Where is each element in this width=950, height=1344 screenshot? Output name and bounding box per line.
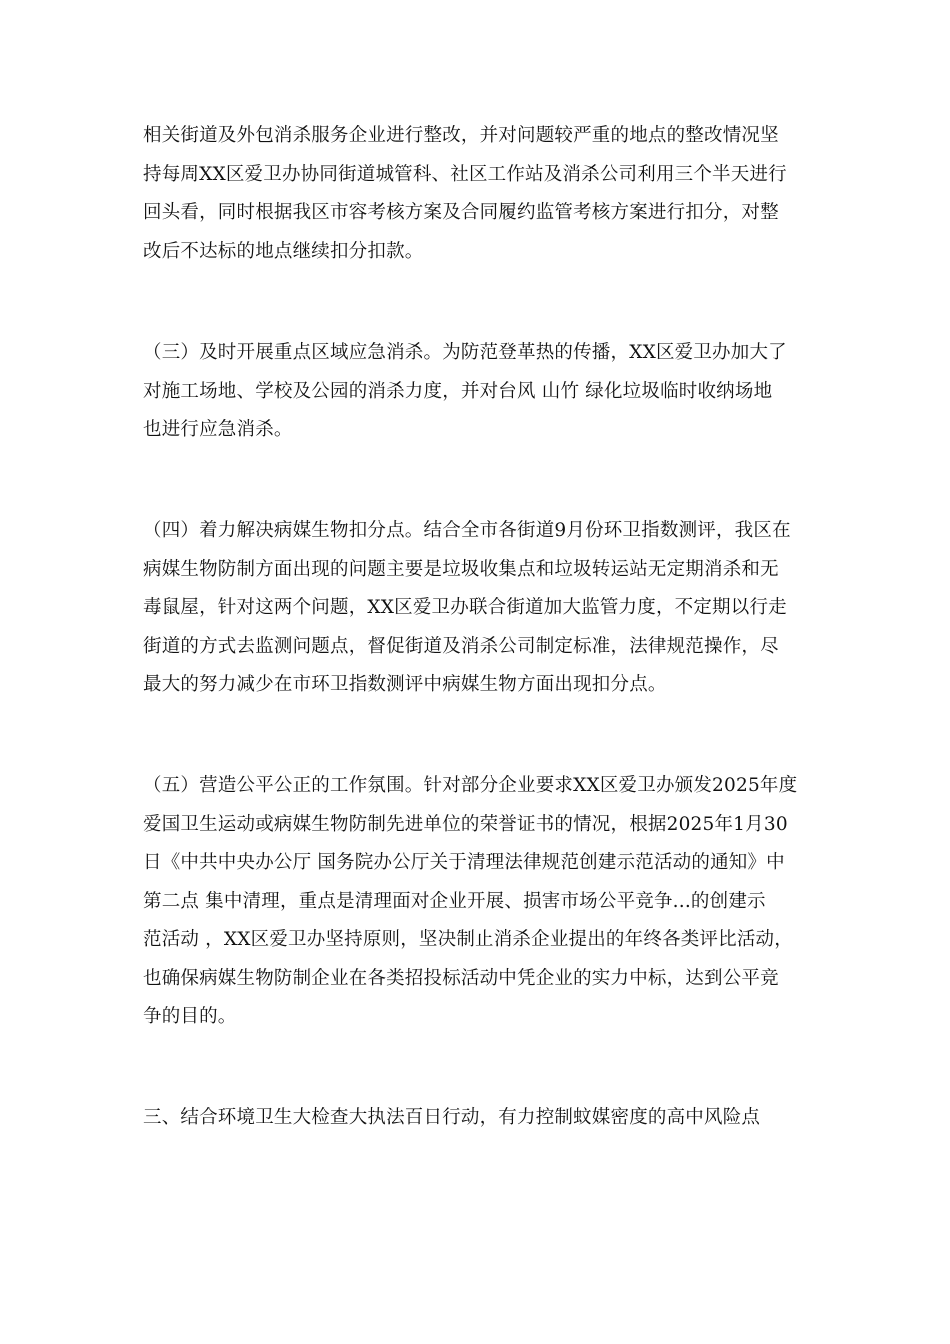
text-line: 病媒生物防制方面出现的问题主要是垃圾收集点和垃圾转运站无定期消杀和无 [143, 558, 779, 580]
text-line: 三、结合环境卫生大检查大执法百日行动，有力控制蚊媒密度的高中风险点 [143, 1107, 761, 1128]
text-line: 第二点 集中清理，重点是清理面对企业开展、损害市场公平竞争...的创建示 [143, 890, 766, 912]
text-line: 日《中共中央办公厅 国务院办公厅关于清理法律规范创建示范活动的通知》中 [143, 852, 785, 873]
paragraph-emergency-disinfection [143, 334, 808, 450]
text-line: 对施工场地、学校及公园的消杀力度，并对台风 山竹 绿化垃圾临时收纳场地 [143, 380, 773, 402]
text-line: 街道的方式去监测问题点，督促街道及消杀公司制定标准，法律规范操作，尽 [143, 635, 779, 657]
text-line: 范活动 ，XX区爱卫办坚持原则，坚决制止消杀企业提出的年终各类评比活动， [143, 929, 793, 950]
text-line: 回头看，同时根据我区市容考核方案及合同履约监管考核方案进行扣分，对整 [143, 202, 779, 223]
paragraph-fair-competition [143, 767, 808, 1037]
text-line: 毒鼠屋，针对这两个问题，XX区爱卫办联合街道加大监管力度，不定期以行走 [143, 597, 787, 618]
text-line: （五）营造公平公正的工作氛围。针对部分企业要求XX区爱卫办颁发2025年度 [143, 775, 798, 796]
text-line: 最大的努力减少在市环卫指数测评中病媒生物方面出现扣分点。 [143, 674, 667, 695]
paragraph-vector-deduction [143, 512, 808, 705]
text-line: （三）及时开展重点区域应急消杀。为防范登革热的传播，XX区爱卫办加大了 [143, 342, 787, 363]
text-line: 争的目的。 [143, 1006, 237, 1027]
section-heading-three [143, 1099, 808, 1138]
text-line: 改后不达标的地点继续扣分扣款。 [143, 240, 424, 262]
paragraph-rectification [143, 117, 808, 271]
text-line: 也进行应急消杀。 [143, 419, 293, 440]
text-line: 爱国卫生运动或病媒生物防制先进单位的荣誉证书的情况，根据2025年1月30 [143, 813, 788, 835]
text-line: （四）着力解决病媒生物扣分点。结合全市各街道9月份环卫指数测评，我区在 [143, 520, 791, 541]
text-line: 持每周XX区爱卫办协同街道城管科、社区工作站及消杀公司利用三个半天进行 [143, 163, 787, 185]
text-line: 也确保病媒生物防制企业在各类招投标活动中凭企业的实力中标，达到公平竞 [143, 967, 779, 989]
text-line: 相关街道及外包消杀服务企业进行整改，并对问题较严重的地点的整改情况坚 [143, 125, 779, 146]
